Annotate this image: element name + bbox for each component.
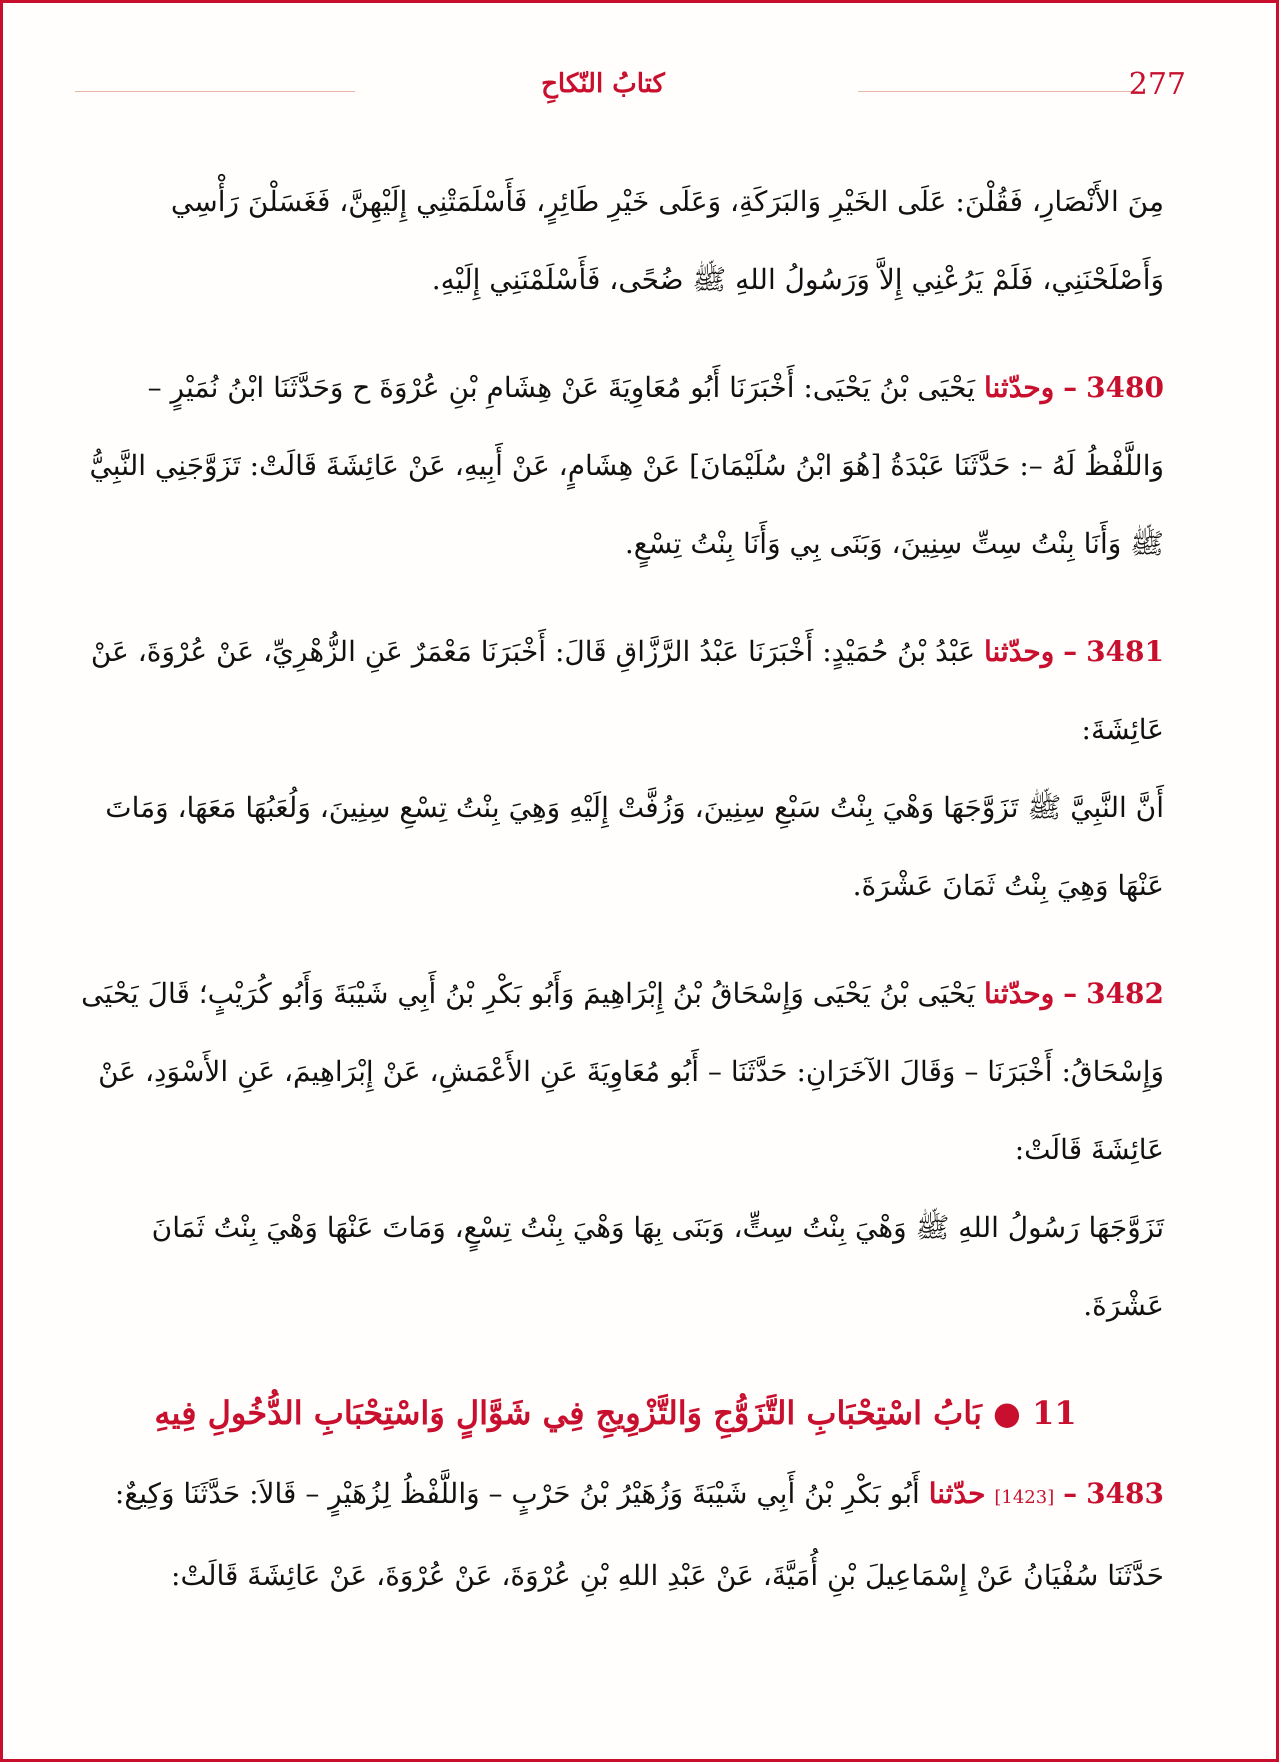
matn-3482: تَزَوَّجَهَا رَسُولُ اللهِ ﷺ وَهْيَ بِنْتُ سِتٍّ، وَبَنَى بِهَا وَهْيَ بِنْتُ تِسْعٍ، وَمَاتَ عَنْهَا وَهْيَ بِنْتُ ثَمَانَ عَشْرَةَ. — [151, 1211, 1164, 1322]
page-header — [63, 65, 1216, 115]
hadith-number: 3480 — [1086, 371, 1164, 404]
hadith-3483 — [67, 1455, 1164, 1615]
chapter-title: كتابُ النّكاحِ — [541, 69, 665, 99]
hadith-dash: – — [1063, 977, 1078, 1010]
page-body — [67, 163, 1164, 1615]
narration-keyword: حدّثنا — [928, 1477, 986, 1510]
hadith-number: 3482 — [1086, 977, 1164, 1010]
reference-number: [1423] — [994, 1487, 1055, 1508]
isnad-text: عَبْدُ بْنُ حُمَيْدٍ: أَخْبَرَنَا عَبْدُ الرَّزَّاقِ قَالَ: أَخْبَرَنَا مَعْمَرٌ عَنِ الزُّهْرِيِّ، عَنْ عُرْوَةَ، عَنْ عَائِشَةَ: — [90, 635, 1164, 746]
isnad-text: أَبُو بَكْرِ بْنُ أَبِي شَيْبَةَ وَزُهَيْرُ بْنُ حَرْبٍ – وَاللَّفْظُ لِزُهَيْرٍ – قَالاَ: حَدَّثَنَا وَكِيعٌ: حَدَّثَنَا سُفْيَانُ عَنْ إِسْمَاعِيلَ بْنِ أُمَيَّةَ، عَنْ عَبْدِ اللهِ بْنِ عُرْوَةَ، عَنْ عُرْوَةَ، عَنْ عَائِشَةَ قَالَتْ: — [114, 1477, 1164, 1592]
header-rule-left — [75, 91, 355, 92]
hadith-3482 — [67, 955, 1164, 1189]
hadith-3481 — [67, 613, 1164, 769]
header-rule-right — [858, 91, 1138, 92]
isnad-text: يَحْيَى بْنُ يَحْيَى: أَخْبَرَنَا أَبُو مُعَاوِيَةَ عَنْ هِشَامِ بْنِ عُرْوَةَ ح وَحَدَّثَنَا ابْنُ نُمَيْرٍ – وَاللَّفْظُ لَهُ –: حَدَّثَنَا عَبْدَةُ [هُوَ ابْنُ سُلَيْمَانَ] عَنْ هِشَامٍ، عَنْ أَبِيهِ، عَنْ عَائِشَةَ قَالَتْ: تَزَوَّجَنِي النَّبِيُّ ﷺ وَأَنَا بِنْتُ سِتِّ سِنِينَ، وَبَنَى بِي وَأَنَا بِنْتُ تِسْعٍ. — [89, 371, 1164, 560]
hadith-dash: – — [1063, 635, 1078, 668]
section-heading: 11 ● بَابُ اسْتِحْبَابِ التَّزَوُّجِ وَالتَّزْوِيجِ فِي شَوَّالٍ وَاسْتِحْبَابِ الدُّخُولِ فِيهِ — [154, 1394, 1077, 1432]
matn-3481: أَنَّ النَّبِيَّ ﷺ تَزَوَّجَهَا وَهْيَ بِنْتُ سَبْعِ سِنِينَ، وَزُفَّتْ إِلَيْهِ وَهِيَ بِنْتُ تِسْعِ سِنِينَ، وَلُعَبُهَا مَعَهَا، وَمَاتَ عَنْهَا وَهِيَ بِنْتُ ثَمَانَ عَشْرَةَ. — [105, 791, 1164, 902]
isnad-text: يَحْيَى بْنُ يَحْيَى وَإِسْحَاقُ بْنُ إِبْرَاهِيمَ وَأَبُو بَكْرِ بْنُ أَبِي شَيْبَةَ وَأَبُو كُرَيْبٍ؛ قَالَ يَحْيَى وَإِسْحَاقُ: أَخْبَرَنَا – وَقَالَ الآخَرَانِ: حَدَّثَنَا – أَبُو مُعَاوِيَةَ عَنِ الأَعْمَشِ، عَنْ إِبْرَاهِيمَ، عَنِ الأَسْوَدِ، عَنْ عَائِشَةَ قَالَتْ: — [81, 977, 1164, 1166]
hadith-dash: – — [1063, 1477, 1078, 1510]
narration-keyword: وحدّثنا — [983, 635, 1055, 668]
hadith-number: 3483 — [1086, 1477, 1164, 1510]
page-number: 277 — [1128, 67, 1186, 102]
hadith-dash: – — [1063, 371, 1078, 404]
hadith-3480 — [67, 349, 1164, 583]
narration-keyword: وحدّثنا — [983, 977, 1055, 1010]
hadith-number: 3481 — [1086, 635, 1164, 668]
intro-paragraph: مِنَ الأَنْصَارِ، فَقُلْنَ: عَلَى الخَيْرِ وَالبَرَكَةِ، وَعَلَى خَيْرِ طَائِرٍ، فَأَسْلَمَتْنِي إِلَيْهِنَّ، فَغَسَلْنَ رَأْسِي وَأَصْلَحْنَنِي، فَلَمْ يَرُعْنِي إِلاَّ وَرَسُولُ اللهِ ﷺ ضُحًى، فَأَسْلَمْنَنِي إِلَيْهِ. — [170, 185, 1164, 296]
narration-keyword: وحدّثنا — [983, 371, 1055, 404]
